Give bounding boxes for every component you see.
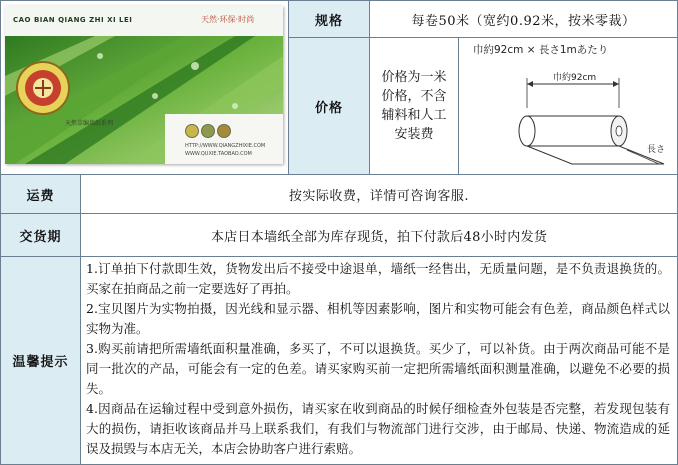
length-label: 長さ: [647, 145, 666, 155]
brand-text: CAO BIAN QIANG ZHI XI LEI: [13, 16, 133, 24]
delivery-value: 本店日本墙纸全部为库存现货，拍下付款后48小时内发货: [80, 213, 678, 257]
price-line: 价格，不含: [381, 89, 447, 104]
width-label: 巾約92cm: [553, 73, 597, 83]
shipping-label: 运费: [0, 174, 81, 214]
tip-item: 2.宝贝图片为实物拍摄，因光线和显示器、相机等因素影响，图片和实物可能会有色差，商品颜色样式以实物为准。: [86, 301, 670, 336]
shop-url: HTTP://WWW.QIANGZHIXIE.COM: [185, 143, 266, 149]
tips-list: [80, 256, 676, 464]
tip-item: 4.因商品在运输过程中受到意外损伤，请买家在收到商品的时候仔细检查外包装是否完整，若发现包装有大的损伤，请拒收该商品并马上联系我们，有我们与物流部门进行交涉，由于邮局、快递、物流造成的延误及损毁与本店无关，本店会协助客户进行索赔。: [86, 401, 670, 456]
shop-name: 天然草编墙纸系列: [65, 120, 114, 127]
diagram-caption: 巾約92cm × 長さ1mあたり: [473, 44, 609, 56]
price-line: 安装费: [394, 127, 434, 142]
product-image-cell: [0, 0, 289, 175]
tip-item: 1.订单拍下付款即生效，货物发出后不接受中途退单，墙纸一经售出，无质量问题，是不负责退换货的。买家在拍商品之前一定要选好了再拍。: [86, 261, 670, 296]
sample-swatch-icon: [217, 124, 231, 138]
price-label: 价格: [288, 37, 370, 175]
price-line: 价格为一米: [381, 70, 447, 85]
brand-logo-icon: [17, 62, 69, 114]
price-value: [369, 37, 459, 175]
price-line: 辅料和人工: [381, 108, 447, 123]
delivery-label: 交货期: [0, 213, 81, 257]
shipping-value: 按实际收费，详情可咨询客服.: [80, 174, 678, 214]
spec-value: 每卷50米（宽约0.92米，按米零裁）: [369, 0, 678, 38]
product-image: [5, 6, 283, 164]
tips-label: 温馨提示: [0, 256, 81, 465]
tip-item: 3.购买前请把所需墙纸面积量准确，多买了，不可以退换货。买少了，可以补货。由于两次商品可能不是同一批次的产品，可能会有一定的色差。请买家购买前一定把所需墙纸面积测量准确，以避免不必要的损失。: [86, 341, 670, 396]
size-diagram-cell: [458, 37, 678, 175]
sample-swatch-icon: [185, 124, 199, 138]
spec-label: 规格: [288, 0, 370, 38]
sample-swatch-icon: [201, 124, 215, 138]
slogan-text: 天然·环保·时尚: [201, 15, 255, 24]
shop-url: WWW.QUXIE.TAOBAO.COM: [185, 151, 252, 157]
